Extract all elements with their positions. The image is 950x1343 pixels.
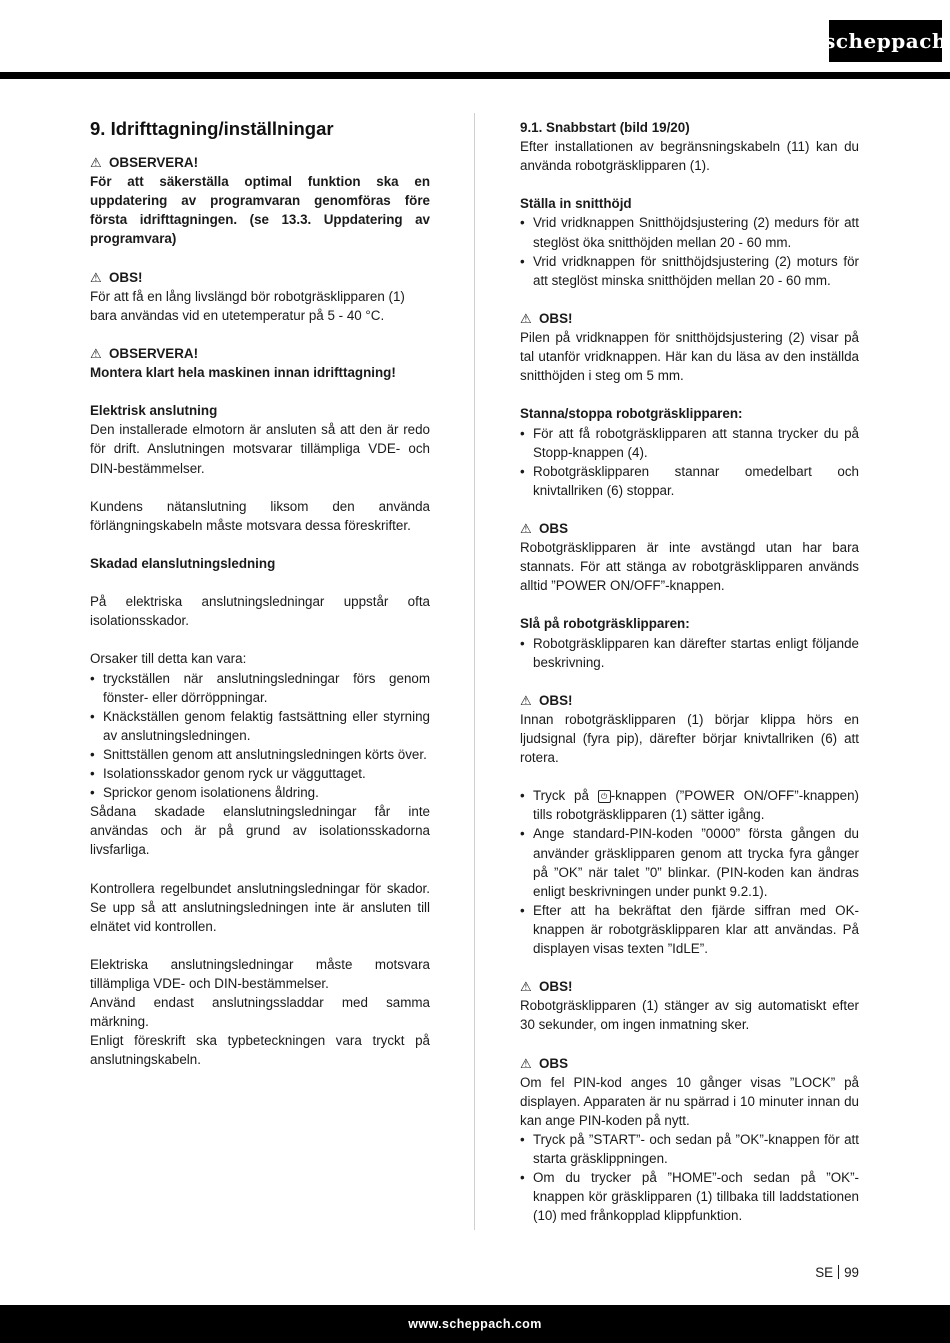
- warning-triangle-icon: ⚠: [90, 269, 102, 285]
- warning-obs-2: [520, 309, 859, 328]
- warning-obs-1: [90, 268, 430, 287]
- list-item: • Ange standard-PIN-koden ”0000” första gången du använder gräsklipparen genom att trycka fyra gånger på ”OK” när talet ”0” blinkar. (PIN-koden kan ändras enligt beskrivningen under punkt 9.2.1).: [520, 824, 859, 900]
- subheading-quick-start: 9.1. Snabbstart (bild 19/20): [520, 120, 690, 135]
- warning-text: För att säkerställa optimal funktion ska en uppdatering av programvaran genomföras före första idrifttagningen. (se 13.3. Uppdatering av programvara): [90, 174, 430, 247]
- subheading-cutting-height: Ställa in snitthöjd: [520, 196, 632, 212]
- warning-label: OBS: [539, 520, 569, 536]
- warning-triangle-icon: ⚠: [520, 520, 532, 536]
- warning-triangle-icon: ⚠: [90, 345, 102, 361]
- press-suffix: -knappen (”POWER ON/OFF”-knappen) tills robotgräsklipparen (1) sätter igång.: [533, 788, 859, 823]
- warning-label: OBS!: [539, 979, 573, 995]
- warning-obs-3: [520, 519, 859, 538]
- page-number-value: 99: [844, 1265, 859, 1280]
- footer-bar: [0, 1305, 950, 1343]
- paragraph: Efter installationen av begränsningskabeln (11) kan du använda robotgräsklipparen (1).: [520, 139, 859, 174]
- paragraph: Använd endast anslutningssladdar med samma märkning.: [90, 995, 430, 1030]
- brand-logo: [824, 20, 947, 62]
- subheading-stop-mower: Stanna/stoppa robotgräsklipparen:: [520, 406, 743, 422]
- warning-text: Robotgräsklipparen är inte avstängd utan har bara stannats. För att stänga av robotgräsklipparen används alltid ”POWER ON/OFF”-knappen.: [520, 540, 859, 594]
- warning-label: OBS!: [539, 310, 573, 326]
- list-item: • Sprickor genom isolationens åldring.: [90, 783, 430, 802]
- list-item: • Efter att ha bekräftat den fjärde siffran med OK-knappen är robotgräsklipparen klar att användas. På displayen visas texten ”IdLE”.: [520, 901, 859, 958]
- warning-label: OBSERVERA!: [109, 155, 199, 170]
- warning-text: Robotgräsklipparen (1) stänger av sig automatiskt efter 30 sekunder, om ingen inmatning sker.: [520, 998, 859, 1033]
- column-divider: [474, 113, 475, 1230]
- footer-url: www.scheppach.com: [408, 1317, 542, 1331]
- warning-text: Pilen på vridknappen för snitthöjdsjustering (2) visar på tal utanför vridknappen. Här kan du läsa av den inställda snitthöjden i steg om 5 mm.: [520, 330, 859, 384]
- warning-triangle-icon: ⚠: [520, 310, 532, 326]
- warning-observera-1: [90, 153, 430, 172]
- warning-triangle-icon: ⚠: [520, 692, 532, 708]
- pin-list: [520, 786, 859, 958]
- warning-obs-5: [520, 977, 859, 996]
- list-item-press-power: [520, 786, 859, 824]
- warning-label: OBS!: [109, 269, 143, 285]
- cutting-height-list: [520, 213, 859, 289]
- paragraph: Kontrollera regelbundet anslutningsledningar för skador. Se upp så att anslutningsledningen inte är ansluten till elnätet vid kontrollen.: [90, 880, 430, 934]
- causes-list: [90, 669, 430, 803]
- warning-text: Om fel PIN-kod anges 10 gånger visas ”LOCK” på displayen. Apparaten är nu spärrad i 10 minuter innan du kan ange PIN-koden på nytt.: [520, 1074, 859, 1128]
- subheading-electrical-connection: Elektrisk anslutning: [90, 403, 218, 419]
- warning-label: OBSERVERA!: [109, 345, 199, 361]
- page-number-separator: [838, 1265, 839, 1279]
- paragraph: Elektriska anslutningsledningar måste motsvara tillämpliga VDE- och DIN-bestämmelser.: [90, 956, 430, 992]
- page-language: SE: [815, 1265, 834, 1280]
- list-item: • Robotgräsklipparen kan därefter startas enligt följande beskrivning.: [520, 634, 859, 672]
- paragraph: Kundens nätanslutning liksom den använda förlängningskabeln måste motsvara dessa föreskrifter.: [90, 498, 430, 533]
- list-item: • Om du trycker på ”HOME”-och sedan på ”OK”-knappen kör gräsklipparen (1) tillbaka till laddstationen (10) med frånkopplad klippfunktion.: [520, 1168, 859, 1225]
- left-column: [90, 118, 430, 1070]
- warning-text: Innan robotgräsklipparen (1) börjar klippa hörs en ljudsignal (fyra pip), därefter börjar knivtallriken (6) att rotera.: [520, 711, 859, 766]
- list-item: • Snittställen genom att anslutningsledningen körts över.: [90, 745, 430, 764]
- paragraph: Orsaker till detta kan vara:: [90, 651, 247, 667]
- brand-logo-text: scheppach: [824, 29, 947, 53]
- page-number: [815, 1265, 859, 1280]
- warning-triangle-icon: ⚠: [520, 979, 532, 995]
- warning-triangle-icon: ⚠: [520, 1055, 532, 1071]
- press-prefix: Tryck på: [533, 788, 598, 804]
- subheading-damaged-cable: Skadad elanslutningsledning: [90, 555, 276, 571]
- list-item: • Vrid vridknappen för snitthöjdsjustering (2) moturs för att steglöst minska snitthöjden mellan 20 - 60 mm.: [520, 252, 859, 290]
- warning-label: OBS: [539, 1055, 569, 1071]
- list-item: • För att få robotgräsklipparen att stanna trycker du på Stopp-knappen (4).: [520, 424, 859, 462]
- list-item: • Knäckställen genom felaktig fastsättning eller styrning av anslutningsledningen.: [90, 707, 430, 745]
- power-button-icon: ⏻: [598, 790, 611, 803]
- turn-on-list: [520, 634, 859, 672]
- paragraph: På elektriska anslutningsledningar uppstår ofta isolationsskador.: [90, 594, 430, 629]
- warning-triangle-icon: ⚠: [90, 155, 102, 170]
- paragraph: Den installerade elmotorn är ansluten så att den är redo för drift. Anslutningen motsvarar tillämpliga VDE- och DIN-bestämmelser.: [90, 422, 430, 476]
- final-list: [520, 1130, 859, 1225]
- subheading-turn-on-mower: Slå på robotgräsklipparen:: [520, 616, 690, 632]
- warning-text: Montera klart hela maskinen innan idrifttagning!: [90, 365, 396, 381]
- warning-observera-2: [90, 344, 430, 363]
- list-item: • Robotgräsklipparen stannar omedelbart och knivtallriken (6) stoppar.: [520, 462, 859, 500]
- stop-list: [520, 424, 859, 500]
- section-title: 9. Idrifttagning/inställningar: [90, 118, 334, 139]
- warning-obs-4: [520, 691, 859, 710]
- list-item: • Isolationsskador genom ryck ur vägguttaget.: [90, 764, 430, 783]
- warning-obs-6: [520, 1054, 859, 1073]
- right-column: [520, 118, 859, 1225]
- header-rule: [0, 72, 950, 79]
- warning-text: För att få en lång livslängd bör robotgräsklipparen (1) bara användas vid en utetemperatur på 5 - 40 °C.: [90, 288, 405, 323]
- warning-label: OBS!: [539, 692, 573, 708]
- list-item: • Vrid vridknappen Snitthöjdsjustering (2) medurs för att steglöst öka snitthöjden mellan 20 - 60 mm.: [520, 213, 859, 251]
- list-item: • tryckställen när anslutningsledningar förs genom fönster- eller dörröppningar.: [90, 669, 430, 707]
- paragraph: Sådana skadade elanslutningsledningar får inte användas och är på grund av isolationsskadorna livsfarliga.: [90, 804, 430, 858]
- list-item: • Tryck på ”START”- och sedan på ”OK”-knappen för att starta gräsklippningen.: [520, 1130, 859, 1168]
- paragraph: Enligt föreskrift ska typbeteckningen vara tryckt på anslutningskabeln.: [90, 1033, 430, 1068]
